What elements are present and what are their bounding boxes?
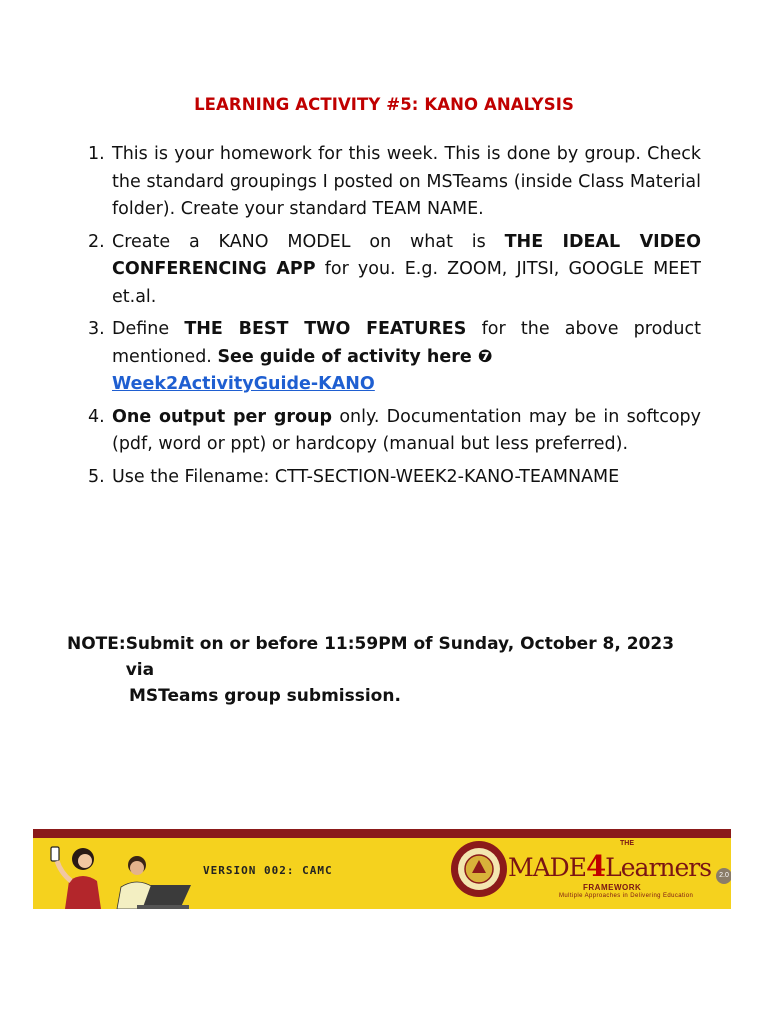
submission-note (67, 631, 701, 709)
guide-link[interactable]: Week2ActivityGuide-KANO (112, 374, 375, 394)
students-illustration-icon (41, 837, 201, 909)
task-text: This is your homework for this week. This is done by group. Check the standard groupings I posted on MSTeams (inside Class Material folder). Create your standard TEAM NAME. (112, 144, 701, 219)
note-label: NOTE: (67, 634, 126, 654)
task-text: Create a KANO MODEL on what is (112, 231, 505, 252)
note-line-2: MSTeams group submission. (129, 686, 401, 706)
task-number: 2. (88, 231, 105, 252)
university-seal-icon (450, 840, 508, 898)
task-item-1 (88, 141, 701, 224)
task-emphasis: THE IDEAL VIDEO CONFERENCING APP (112, 231, 701, 279)
task-number: 3. (88, 319, 105, 339)
task-list (88, 141, 701, 496)
task-text: Use the Filename: CTT-SECTION-WEEK2-KANO-TEAMNAME (112, 466, 620, 487)
task-emphasis: One output per group (112, 406, 333, 427)
brand-tagline: Multiple Approaches in Delivering Education (559, 893, 694, 899)
task-item-4 (88, 404, 701, 459)
task-number: 4. (88, 406, 105, 427)
task-text: for the above product mentioned. (112, 319, 701, 367)
task-item-3 (88, 316, 701, 399)
brand-framework: FRAMEWORK (583, 883, 642, 892)
brand-learners: Learners (605, 853, 712, 882)
guide-prompt: See guide of activity here ❼ (217, 346, 493, 367)
brand-wordmark (508, 849, 711, 883)
task-item-5 (88, 464, 701, 492)
task-item-2 (88, 229, 701, 312)
note-deadline: Submit on or before 11:59PM of Sunday, October 8, 2023 via (125, 634, 675, 680)
task-emphasis: THE BEST TWO FEATURES (184, 319, 467, 339)
task-number: 1. (88, 144, 105, 164)
brand-made: MADE (508, 853, 586, 882)
brand-four: 4 (585, 849, 606, 883)
activity-title: LEARNING ACTIVITY #5: KANO ANALYSIS (194, 95, 574, 114)
task-number: 5. (88, 466, 105, 487)
task-text: for you. E.g. ZOOM, JITSI, GOOGLE MEET et.al. (112, 259, 701, 307)
footer-banner (33, 829, 731, 909)
note-line-1 (67, 631, 701, 683)
version-label: VERSION 002: CAMC (203, 864, 333, 877)
brand-the: THE (620, 840, 634, 847)
task-text: Define (112, 319, 185, 339)
task-text: only. Documentation may be in softcopy (pdf, word or ppt) or hardcopy (manual but less preferred). (112, 406, 701, 454)
version-badge: 2.0 (716, 868, 731, 884)
